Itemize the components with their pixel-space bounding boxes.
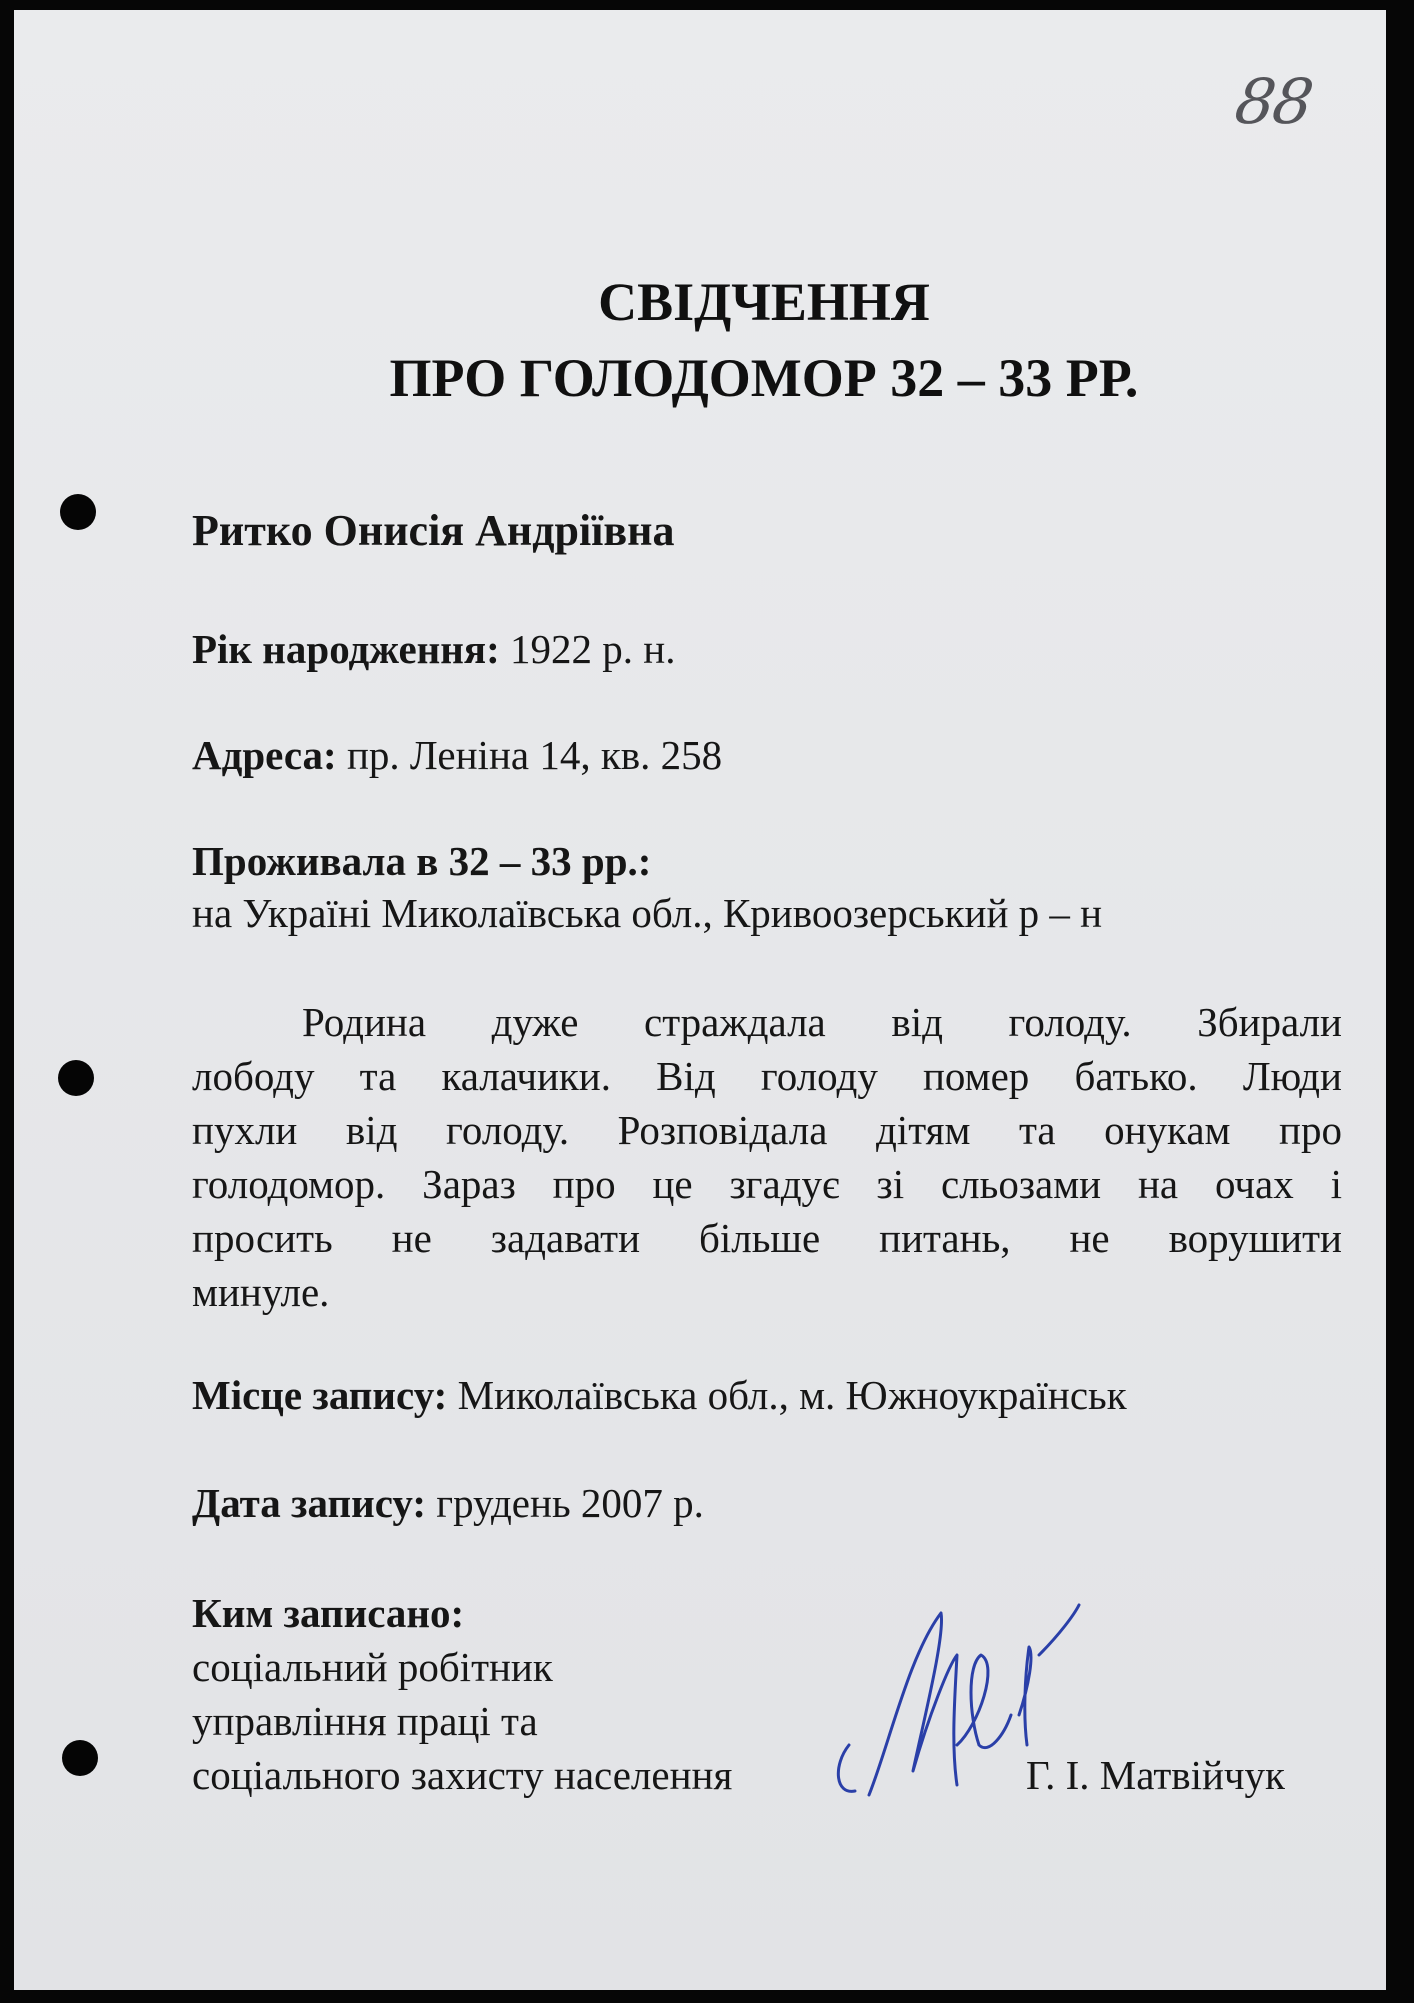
testimony-line: Родина дуже страждала від голоду. Збирали	[302, 999, 1342, 1045]
recorded-by-label: Ким записано:	[192, 1590, 465, 1636]
recorder-position-line: соціального захисту населення	[192, 1752, 733, 1798]
testimony-line: голодомор. Зараз про це згадує зі сльозами на очах і	[192, 1161, 1342, 1207]
testimony-line: просить не задавати більше питань, не ворушити	[192, 1215, 1342, 1261]
address-value: пр. Леніна 14, кв. 258	[346, 732, 723, 778]
document-page	[14, 10, 1386, 1990]
residence-label: Проживала в 32 – 33 рр.:	[192, 838, 652, 884]
birth-value: 1922 р. н.	[510, 626, 676, 672]
record-place-row	[192, 1372, 1127, 1418]
record-date-label: Дата запису:	[192, 1480, 426, 1526]
recorder-position-line: соціальний робітник	[192, 1644, 553, 1690]
residence-value: на Україні Миколаївська обл., Кривоозерський р – н	[192, 890, 1103, 936]
person-name: Ритко Онисія Андріївна	[192, 506, 675, 555]
punch-hole-bottom	[62, 1740, 98, 1776]
page-number: 88	[1230, 65, 1317, 138]
testimony-paragraph	[192, 995, 1342, 1319]
address-label: Адреса:	[192, 732, 337, 778]
recorder-name: Г. І. Матвійчук	[1026, 1752, 1285, 1798]
record-place-label: Місце запису:	[192, 1372, 448, 1418]
document-title-line-1: СВІДЧЕННЯ	[598, 272, 930, 332]
testimony-line: лободу та калачики. Від голоду помер батько. Люди	[192, 1053, 1342, 1099]
birth-label: Рік народження:	[192, 626, 500, 672]
record-place-value: Миколаївська обл., м. Южноукраїнськ	[457, 1372, 1127, 1418]
birth-row	[192, 626, 675, 672]
address-row	[192, 732, 722, 778]
document-title-line-2: ПРО ГОЛОДОМОР 32 – 33 РР.	[389, 348, 1139, 408]
punch-hole-middle	[58, 1060, 94, 1096]
testimony-line: пухли від голоду. Розповідала дітям та онукам про	[192, 1107, 1342, 1153]
record-date-value: грудень 2007 р.	[436, 1480, 704, 1526]
record-date-row	[192, 1480, 704, 1526]
testimony-line: минуле.	[192, 1269, 330, 1315]
punch-hole-top	[60, 494, 96, 530]
recorder-position-line: управління праці та	[192, 1698, 538, 1744]
